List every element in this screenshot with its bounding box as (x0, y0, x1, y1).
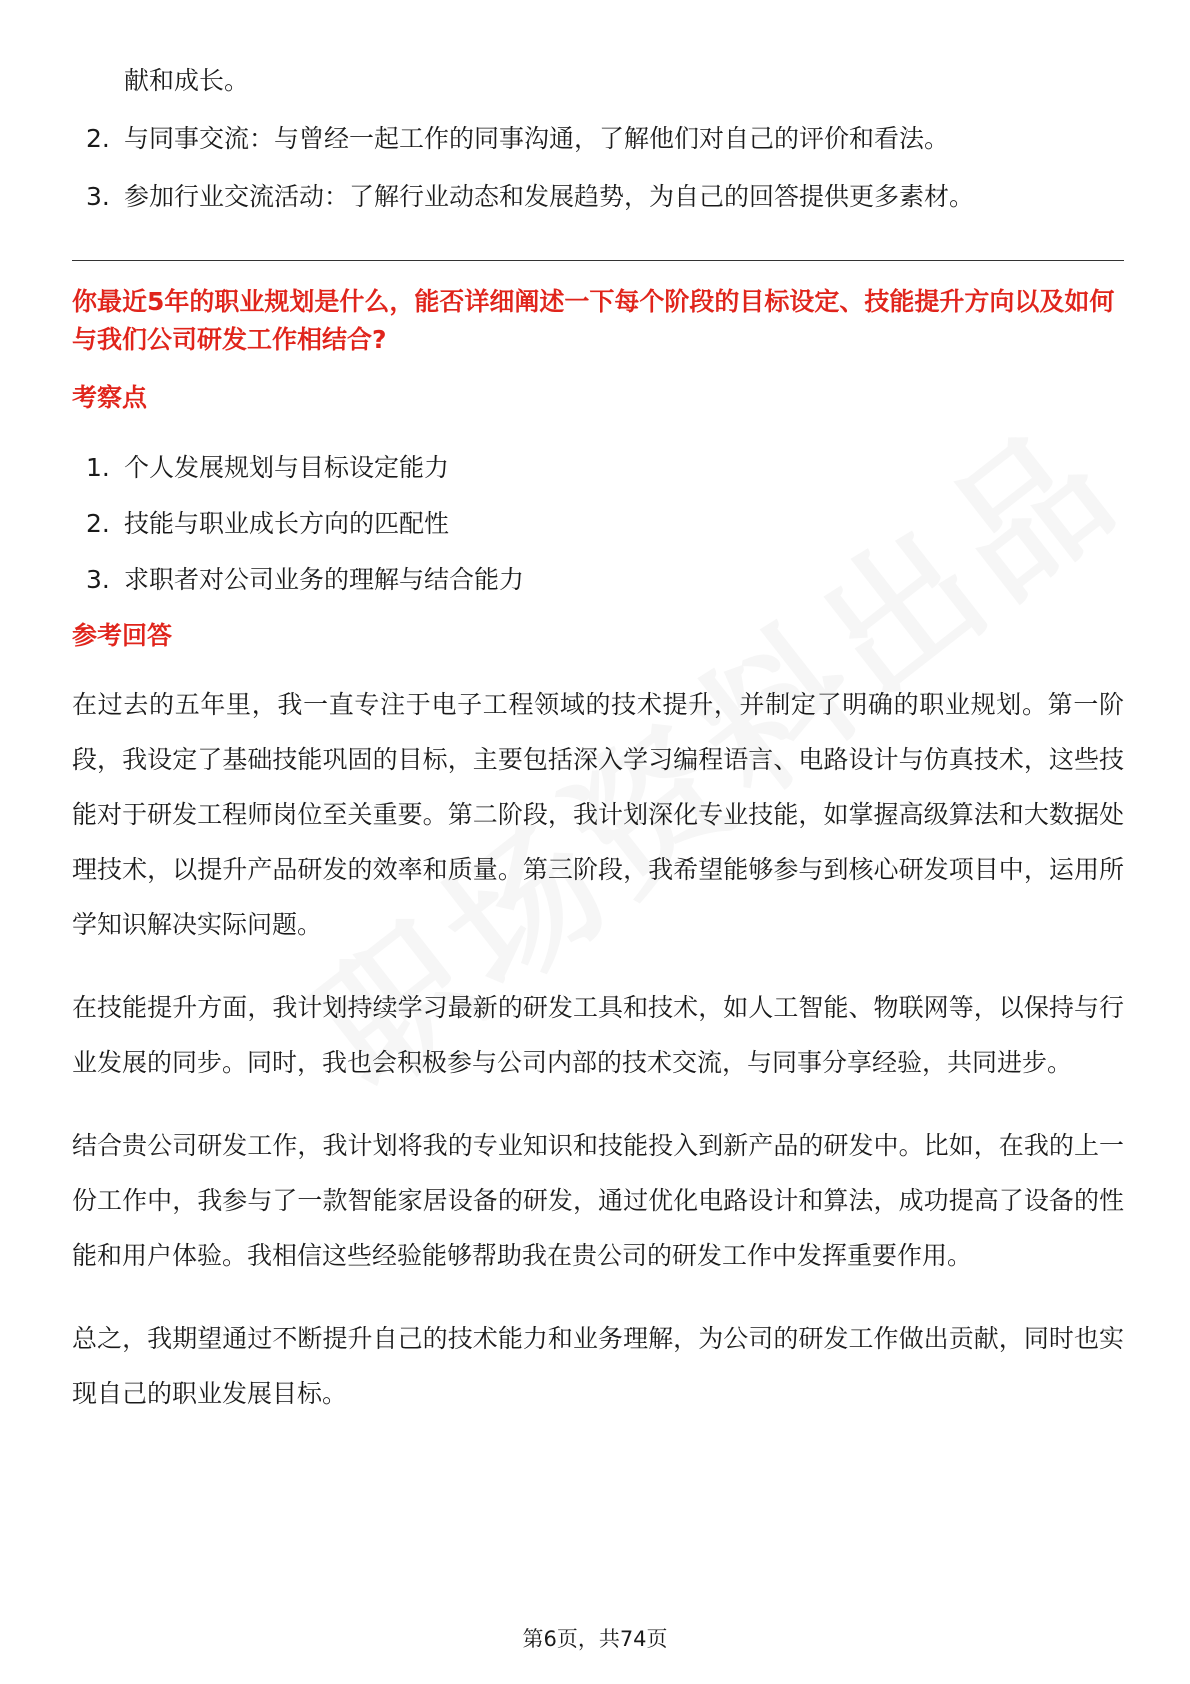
page-content (72, 62, 1124, 1449)
list-item-number: 2. (86, 509, 110, 538)
points-heading: 考察点 (72, 383, 148, 412)
points-list (72, 449, 1124, 599)
list-item-text: 与同事交流：与曾经一起工作的同事沟通，了解他们对自己的评价和看法。 (124, 124, 950, 153)
list-item-number: 3. (86, 565, 110, 594)
list-item (72, 120, 1124, 158)
answer-paragraph: 总之，我期望通过不断提升自己的技术能力和业务理解，为公司的研发工作做出贡献，同时也实现自己的职业发展目标。 (72, 1324, 1124, 1408)
list-item (72, 561, 1124, 599)
list-item (72, 449, 1124, 487)
list-item-number: 2. (86, 124, 110, 153)
list-item (72, 505, 1124, 543)
answer-paragraph: 在过去的五年里，我一直专注于电子工程领域的技术提升，并制定了明确的职业规划。第一阶段，我设定了基础技能巩固的目标，主要包括深入学习编程语言、电路设计与仿真技术，这些技能对于研发工程师岗位至关重要。第二阶段，我计划深化专业技能，如掌握高级算法和大数据处理技术，以提升产品研发的效率和质量。第三阶段，我希望能够参与到核心研发项目中，运用所学知识解决实际问题。 (72, 690, 1124, 939)
list-item-number: 1. (86, 453, 110, 482)
previous-item-continuation: 献和成长。 (124, 66, 250, 95)
answer-paragraph: 结合贵公司研发工作，我计划将我的专业知识和技能投入到新产品的研发中。比如，在我的上一份工作中，我参与了一款智能家居设备的研发，通过优化电路设计和算法，成功提高了设备的性能和用户体验。我相信这些经验能够帮助我在贵公司的研发工作中发挥重要作用。 (72, 1131, 1124, 1270)
list-item-text: 求职者对公司业务的理解与结合能力 (124, 565, 525, 594)
list-item-text: 参加行业交流活动：了解行业动态和发展趋势，为自己的回答提供更多素材。 (124, 182, 975, 211)
previous-list (72, 120, 1124, 216)
list-item-text: 技能与职业成长方向的匹配性 (124, 509, 450, 538)
page-footer: 第6页，共74页 (522, 1627, 668, 1651)
list-item (72, 178, 1124, 216)
list-item-number: 3. (86, 182, 110, 211)
section-divider (72, 260, 1124, 261)
answer-heading: 参考回答 (72, 621, 173, 650)
question-heading: 你最近5年的职业规划是什么，能否详细阐述一下每个阶段的目标设定、技能提升方向以及如何与我们公司研发工作相结合? (72, 287, 1115, 354)
answer-paragraph: 在技能提升方面，我计划持续学习最新的研发工具和技术，如人工智能、物联网等，以保持与行业发展的同步。同时，我也会积极参与公司内部的技术交流，与同事分享经验，共同进步。 (72, 993, 1124, 1077)
list-item-text: 个人发展规划与目标设定能力 (124, 453, 450, 482)
